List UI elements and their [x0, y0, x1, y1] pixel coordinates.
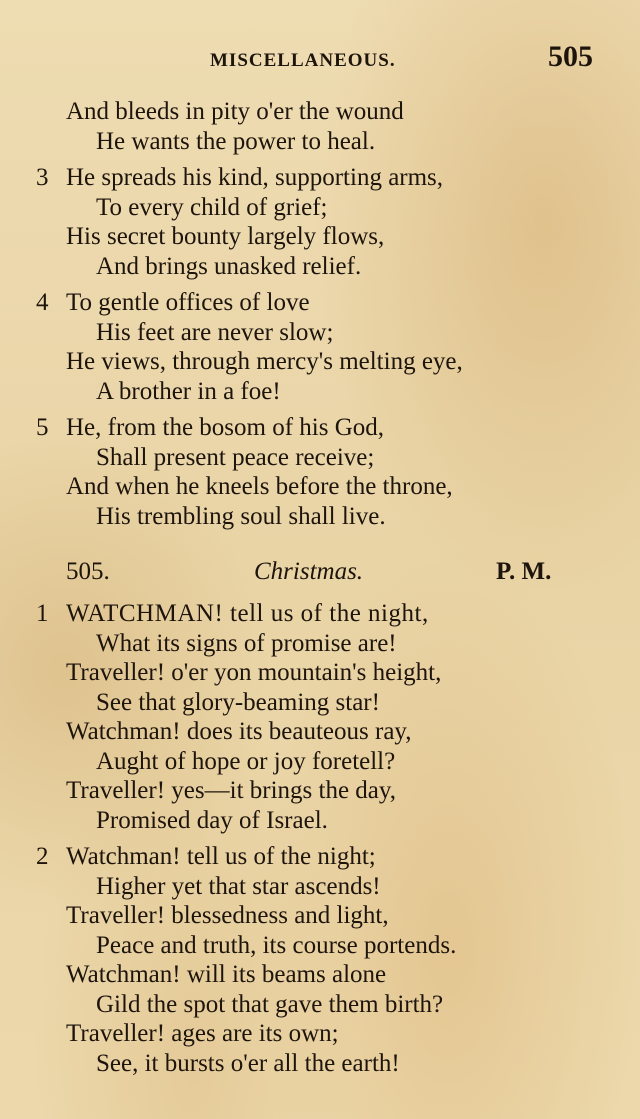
verse-line: His secret bounty largely flows, [66, 223, 385, 250]
verse-line: Shall present peace receive; [96, 443, 375, 471]
verse-line: See, it bursts o'er all the earth! [96, 1049, 400, 1077]
hymn-heading [0, 558, 640, 588]
verse-line: Gild the spot that gave them birth? [96, 990, 444, 1018]
stanza [0, 413, 640, 531]
stanza [0, 288, 640, 406]
verse-line: His trembling soul shall live. [96, 502, 386, 530]
verse-line: What its signs of promise are! [96, 629, 397, 657]
stanza [0, 97, 640, 156]
stanza [0, 842, 640, 1078]
running-head [0, 40, 640, 80]
verse-line: He views, through mercy's melting eye, [66, 348, 463, 375]
verse-line: And brings unasked relief. [96, 252, 362, 280]
verse-line: Traveller! o'er yon mountain's height, [66, 659, 442, 686]
stanza [0, 599, 640, 835]
verse-line: And when he kneels before the throne, [66, 473, 453, 500]
stanza-number: 1 [36, 600, 49, 627]
hymn-title: Christmas. [254, 558, 364, 585]
stanza-number: 2 [36, 843, 49, 870]
verse-line: Traveller! yes—it brings the day, [66, 777, 397, 804]
verse-line: See that glory-beaming star! [96, 688, 380, 716]
verse-line: Higher yet that star ascends! [96, 872, 381, 900]
verse-line: To every child of grief; [96, 193, 328, 221]
verse-line: His feet are never slow; [96, 318, 334, 346]
hymn-meter: P. M. [496, 558, 552, 585]
verse-line: Watchman! will its beams alone [66, 961, 387, 988]
verse-line: Traveller! blessedness and light, [66, 902, 389, 929]
hymn-504-continuation [0, 97, 640, 538]
stanza-number: 5 [36, 414, 49, 441]
verse-line: And bleeds in pity o'er the wound [66, 98, 404, 125]
stanza-number: 4 [36, 289, 49, 316]
page-number: 505 [548, 40, 593, 73]
hymn-number: 505. [66, 558, 110, 585]
stanza-number: 3 [36, 164, 49, 191]
hymn-505-body [0, 599, 640, 1085]
verse-line: 3 He spreads his kind, supporting arms, [36, 164, 444, 191]
verse-line: 4 To gentle offices of love [36, 289, 310, 316]
verse-line: 5 He, from the bosom of his God, [36, 414, 385, 441]
running-title: MISCELLANEOUS. [210, 50, 396, 71]
verse-line: 1 WATCHMAN! tell us of the night, [36, 600, 429, 627]
verse-line: Aught of hope or joy foretell? [96, 747, 396, 775]
verse-line: Traveller! ages are its own; [66, 1020, 339, 1047]
verse-line: Promised day of Israel. [96, 806, 328, 834]
verse-line: He wants the power to heal. [96, 127, 376, 155]
verse-line: 2 Watchman! tell us of the night; [36, 843, 376, 870]
stanza [0, 163, 640, 281]
verse-line: A brother in a foe! [96, 377, 281, 405]
verse-line: Watchman! does its beauteous ray, [66, 718, 412, 745]
verse-line: Peace and truth, its course portends. [96, 931, 457, 959]
